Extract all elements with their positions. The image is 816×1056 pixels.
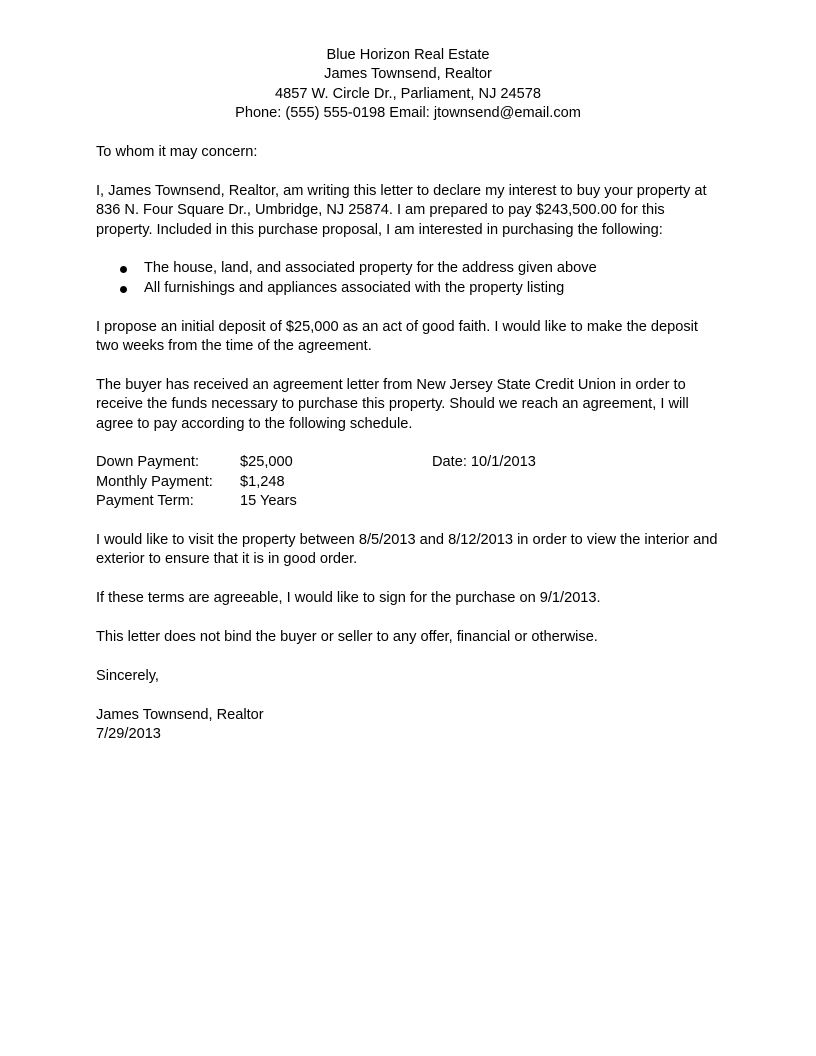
spacer — [96, 512, 720, 531]
list-item-text: All furnishings and appliances associated with the property listing — [144, 279, 565, 296]
bullet-icon — [120, 266, 127, 273]
bullet-icon — [120, 286, 127, 293]
contact-info: Phone: (555) 555-0198 Email: jtownsend@email.com — [235, 105, 581, 122]
payment-term-value: 15 Years — [240, 493, 297, 510]
financing-paragraph: The buyer has received an agreement letter from New Jersey State Credit Union in order to receive the funds necessary to purchase this property. Should we reach an agreement, I will agree to pay according to the following schedule. — [96, 376, 689, 432]
agent-name: James Townsend, Realtor — [324, 66, 492, 83]
schedule-empty-cell — [432, 473, 720, 492]
spacer — [96, 570, 720, 589]
monthly-payment-label: Monthly Payment: — [96, 473, 213, 490]
schedule-date: Date: 10/1/2013 — [432, 454, 536, 471]
signature-date: 7/29/2013 — [96, 726, 161, 743]
spacer — [96, 124, 720, 143]
list-item — [96, 279, 720, 298]
spacer — [96, 609, 720, 628]
monthly-payment-value: $1,248 — [240, 473, 285, 490]
spacer — [96, 162, 720, 181]
company-address: 4857 W. Circle Dr., Parliament, NJ 24578 — [274, 85, 542, 102]
down-payment-label: Down Payment: — [96, 454, 200, 471]
salutation: To whom it may concern: — [96, 144, 258, 161]
deposit-paragraph: I propose an initial deposit of $25,000 as an act of good faith. I would like to make the deposit two weeks from the time of the agreement. — [96, 318, 698, 355]
spacer — [96, 686, 720, 705]
closing: Sincerely, — [96, 667, 159, 684]
sign-paragraph: If these terms are agreeable, I would like to sign for the purchase on 9/1/2013. — [96, 590, 601, 607]
payment-schedule — [96, 453, 720, 511]
spacer — [96, 647, 720, 666]
spacer — [96, 298, 720, 317]
spacer — [96, 356, 720, 375]
spacer — [96, 240, 720, 259]
list-item-text: The house, land, and associated property for the address given above — [144, 260, 597, 277]
schedule-empty-cell — [432, 492, 720, 511]
company-name: Blue Horizon Real Estate — [326, 47, 490, 63]
nonbinding-paragraph: This letter does not bind the buyer or seller to any offer, financial or otherwise. — [96, 629, 598, 646]
list-item — [96, 259, 720, 278]
payment-term-label: Payment Term: — [96, 493, 194, 510]
signature-name: James Townsend, Realtor — [96, 706, 264, 723]
spacer — [96, 434, 720, 453]
purchase-items-list — [96, 259, 720, 298]
visit-paragraph: I would like to visit the property between 8/5/2013 and 8/12/2013 in order to view the interior and exterior to ensure that it is in good order. — [96, 532, 718, 568]
intro-paragraph: I, James Townsend, Realtor, am writing this letter to declare my interest to buy your property at 836 N. Four Square Dr., Umbridge, NJ 25874. I am prepared to pay $243,500.00 for this property. Included in this purchase proposal, I am interested in purchasing the following: — [96, 182, 707, 238]
letter-page — [96, 46, 720, 744]
down-payment-value: $25,000 — [240, 454, 293, 471]
letterhead — [96, 46, 720, 124]
